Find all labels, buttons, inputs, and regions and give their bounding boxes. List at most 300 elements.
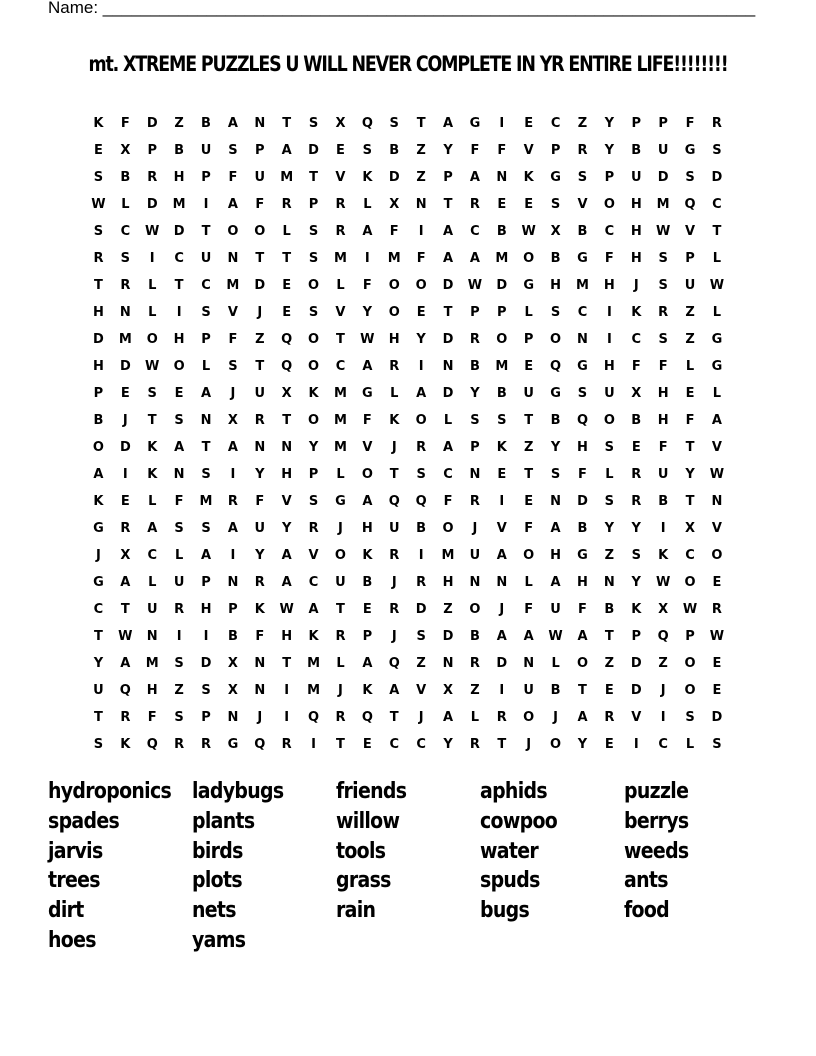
word-list-item: grass <box>336 868 391 894</box>
grid-cell: V <box>496 521 507 536</box>
grid-cell: R <box>174 737 185 752</box>
grid-cell: M <box>441 548 455 563</box>
grid-cell: L <box>121 197 130 212</box>
grid-cell: H <box>173 170 185 185</box>
grid-cell: H <box>93 359 104 374</box>
grid-cell: T <box>389 467 399 482</box>
grid-cell: C <box>174 251 184 266</box>
grid-cell: S <box>658 251 668 266</box>
grid-cell: L <box>712 251 722 266</box>
grid-cell: M <box>307 656 321 671</box>
grid-cell: Z <box>174 683 184 698</box>
grid-cell: Y <box>550 440 561 455</box>
grid-cell: O <box>550 737 562 752</box>
grid-cell: L <box>685 359 695 374</box>
grid-cell: F <box>362 413 372 428</box>
grid-cell: V <box>308 548 319 563</box>
grid-cell: T <box>336 332 345 347</box>
grid-cell: B <box>496 224 507 239</box>
grid-cell: U <box>93 683 104 698</box>
grid-cell: E <box>362 602 372 617</box>
grid-cell: T <box>282 116 292 131</box>
grid-cell: I <box>311 737 316 752</box>
grid-cell: E <box>712 656 722 671</box>
grid-cell: X <box>227 413 238 428</box>
word-list-item: willow <box>336 808 400 834</box>
grid-cell: M <box>333 386 347 401</box>
grid-cell: F <box>470 143 480 158</box>
grid-cell: D <box>442 332 454 347</box>
grid-cell: T <box>255 359 265 374</box>
grid-cell: N <box>119 305 131 320</box>
grid-cell: F <box>255 494 265 509</box>
grid-cell: V <box>416 683 427 698</box>
grid-cell: W <box>91 197 106 212</box>
grid-cell: U <box>523 386 534 401</box>
grid-cell: S <box>658 332 668 347</box>
grid-cell: J <box>660 683 666 698</box>
grid-cell: C <box>550 116 561 131</box>
grid-cell: D <box>308 143 319 158</box>
grid-cell: T <box>443 305 453 320</box>
grid-cell: T <box>120 602 130 617</box>
grid-cell: U <box>173 575 185 590</box>
grid-cell: N <box>415 197 427 212</box>
grid-cell: N <box>496 170 508 185</box>
grid-cell: H <box>173 332 185 347</box>
grid-cell: X <box>281 386 292 401</box>
grid-cell: S <box>416 629 426 644</box>
grid-cell: I <box>203 629 209 644</box>
grid-cell: P <box>685 629 695 644</box>
grid-cell: I <box>499 116 505 131</box>
grid-cell: B <box>362 575 373 590</box>
grid-cell: U <box>550 602 561 617</box>
grid-cell: R <box>201 737 212 752</box>
grid-cell: M <box>307 683 321 698</box>
grid-cell: Y <box>631 575 641 590</box>
grid-cell: F <box>578 467 587 482</box>
grid-cell: B <box>658 494 669 509</box>
grid-cell: N <box>577 332 588 347</box>
grid-cell: A <box>362 224 373 239</box>
grid-cell: S <box>577 170 588 185</box>
grid-cell: F <box>389 224 399 239</box>
grid-cell: R <box>389 548 400 563</box>
grid-cell: Y <box>308 440 319 455</box>
grid-cell: L <box>148 278 157 293</box>
grid-cell: A <box>308 602 319 617</box>
grid-cell: L <box>685 737 695 752</box>
grid-cell: N <box>200 413 212 428</box>
grid-cell: S <box>389 116 399 131</box>
grid-cell: J <box>257 710 263 725</box>
grid-cell: F <box>443 494 453 509</box>
grid-cell: D <box>496 656 508 671</box>
grid-cell: M <box>656 197 670 212</box>
grid-cell: D <box>146 197 158 212</box>
grid-cell: P <box>201 575 211 590</box>
grid-cell: T <box>309 170 318 185</box>
grid-cell: F <box>604 251 614 266</box>
grid-cell: O <box>334 548 346 563</box>
grid-cell: S <box>174 413 184 428</box>
grid-cell: G <box>93 575 104 590</box>
grid-cell: S <box>550 305 561 320</box>
grid-cell: U <box>657 143 669 158</box>
grid-cell: T <box>685 494 695 509</box>
grid-cell: W <box>521 224 536 239</box>
grid-cell: S <box>174 710 184 725</box>
grid-cell: L <box>148 305 157 320</box>
grid-cell: E <box>94 143 103 158</box>
grid-cell: T <box>389 710 399 725</box>
grid-cell: V <box>685 224 696 239</box>
grid-cell: E <box>604 737 614 752</box>
grid-cell: P <box>201 332 211 347</box>
grid-cell: C <box>308 575 319 590</box>
word-list-item: spades <box>48 808 120 834</box>
grid-cell: K <box>254 602 265 617</box>
grid-cell: Y <box>577 737 588 752</box>
grid-cell: W <box>279 602 294 617</box>
grid-cell: D <box>146 116 158 131</box>
grid-cell: V <box>523 143 534 158</box>
grid-cell: X <box>550 224 561 239</box>
grid-cell: L <box>363 197 372 212</box>
grid-cell: R <box>389 602 400 617</box>
grid-cell: T <box>282 251 292 266</box>
grid-cell: O <box>308 413 320 428</box>
grid-cell: F <box>147 710 157 725</box>
grid-cell: S <box>658 278 668 293</box>
grid-cell: E <box>604 683 614 698</box>
grid-cell: X <box>335 116 346 131</box>
grid-cell: Y <box>443 143 453 158</box>
grid-cell: Z <box>416 143 426 158</box>
grid-cell: J <box>633 278 639 293</box>
grid-cell: V <box>362 440 373 455</box>
grid-cell: F <box>631 359 641 374</box>
grid-cell: L <box>390 386 399 401</box>
grid-cell: N <box>711 494 723 509</box>
grid-cell: O <box>173 359 185 374</box>
grid-cell: S <box>120 251 131 266</box>
grid-cell: I <box>660 521 666 536</box>
grid-cell: B <box>496 386 507 401</box>
grid-cell: W <box>655 224 671 239</box>
grid-cell: C <box>335 359 346 374</box>
grid-cell: P <box>308 197 319 212</box>
grid-cell: R <box>93 251 104 266</box>
grid-cell: L <box>524 575 533 590</box>
grid-cell: H <box>577 440 588 455</box>
grid-cell: W <box>709 278 725 293</box>
grid-cell: S <box>362 143 373 158</box>
grid-cell: S <box>712 737 722 752</box>
grid-cell: C <box>470 224 480 239</box>
grid-cell: A <box>227 521 238 536</box>
grid-cell: N <box>254 440 266 455</box>
grid-cell: C <box>416 737 426 752</box>
grid-cell: L <box>336 278 345 293</box>
grid-cell: E <box>497 197 507 212</box>
grid-cell: E <box>524 197 534 212</box>
grid-cell: U <box>200 143 212 158</box>
grid-cell: P <box>470 440 480 455</box>
grid-cell: N <box>254 116 266 131</box>
grid-cell: B <box>93 413 104 428</box>
grid-cell: Q <box>657 629 669 644</box>
grid-cell: W <box>118 629 133 644</box>
grid-cell: F <box>174 494 184 509</box>
grid-cell: D <box>415 602 427 617</box>
grid-cell: U <box>684 278 696 293</box>
grid-cell: W <box>548 629 563 644</box>
grid-cell: O <box>361 467 373 482</box>
grid-cell: D <box>119 359 131 374</box>
grid-cell: P <box>685 251 695 266</box>
grid-cell: M <box>333 251 347 266</box>
grid-cell: N <box>442 656 454 671</box>
grid-cell: T <box>282 413 292 428</box>
grid-cell: Z <box>604 548 615 563</box>
grid-cell: Q <box>254 737 266 752</box>
grid-cell: F <box>228 170 238 185</box>
grid-cell: V <box>711 521 722 536</box>
grid-cell: D <box>442 386 454 401</box>
grid-cell: U <box>146 602 158 617</box>
grid-cell: C <box>685 548 695 563</box>
grid-cell: G <box>523 278 535 293</box>
grid-cell: J <box>230 386 236 401</box>
grid-cell: J <box>122 413 128 428</box>
grid-cell: K <box>120 737 131 752</box>
grid-cell: S <box>604 440 615 455</box>
grid-cell: O <box>684 656 696 671</box>
grid-cell: D <box>388 170 400 185</box>
grid-cell: N <box>227 575 239 590</box>
grid-cell: R <box>416 575 427 590</box>
grid-cell: C <box>443 467 453 482</box>
grid-cell: O <box>711 548 723 563</box>
letter-grid <box>85 114 730 762</box>
grid-cell: R <box>335 629 346 644</box>
grid-cell: K <box>93 116 104 131</box>
grid-cell: M <box>495 359 509 374</box>
grid-cell: P <box>443 170 453 185</box>
grid-cell: P <box>308 467 319 482</box>
grid-cell: H <box>442 575 454 590</box>
grid-cell: D <box>200 656 212 671</box>
grid-cell: Y <box>631 521 641 536</box>
grid-cell: G <box>362 386 373 401</box>
grid-cell: J <box>338 521 343 536</box>
grid-cell: G <box>684 143 696 158</box>
grid-cell: P <box>362 629 373 644</box>
word-list-item: jarvis <box>48 838 103 864</box>
grid-cell: Q <box>361 116 373 131</box>
grid-cell: G <box>577 251 588 266</box>
grid-cell: U <box>335 575 346 590</box>
grid-cell: Q <box>388 494 400 509</box>
grid-cell: B <box>604 602 615 617</box>
grid-cell: T <box>443 197 453 212</box>
grid-cell: B <box>469 629 480 644</box>
grid-cell: B <box>577 521 588 536</box>
grid-cell: C <box>147 548 157 563</box>
grid-cell: R <box>335 224 346 239</box>
grid-cell: F <box>524 521 534 536</box>
grid-cell: R <box>496 710 507 725</box>
grid-cell: B <box>550 413 561 428</box>
grid-cell: E <box>282 305 292 320</box>
grid-cell: O <box>415 278 427 293</box>
word-list-item: plots <box>192 868 242 894</box>
grid-cell: R <box>174 602 185 617</box>
grid-cell: S <box>308 305 319 320</box>
grid-cell: K <box>308 386 319 401</box>
grid-cell: H <box>630 197 642 212</box>
grid-cell: H <box>630 224 642 239</box>
grid-cell: R <box>658 305 669 320</box>
grid-cell: F <box>497 143 507 158</box>
grid-cell: I <box>606 305 612 320</box>
grid-cell: D <box>711 710 723 725</box>
grid-cell: N <box>469 467 481 482</box>
grid-cell: K <box>147 467 158 482</box>
grid-cell: S <box>93 224 104 239</box>
grid-cell: Q <box>281 332 293 347</box>
grid-cell: O <box>92 440 104 455</box>
grid-cell: C <box>577 305 588 320</box>
grid-cell: C <box>712 197 722 212</box>
grid-cell: J <box>257 305 263 320</box>
grid-cell: R <box>227 494 238 509</box>
grid-cell: Z <box>470 683 480 698</box>
grid-cell: J <box>391 575 397 590</box>
grid-cell: G <box>550 386 561 401</box>
grid-cell: H <box>603 359 615 374</box>
grid-cell: A <box>496 548 507 563</box>
grid-cell: N <box>227 710 239 725</box>
grid-cell: X <box>120 143 131 158</box>
grid-cell: S <box>174 521 184 536</box>
grid-cell: S <box>497 413 507 428</box>
grid-cell: T <box>94 710 103 725</box>
grid-cell: V <box>577 197 588 212</box>
grid-cell: L <box>443 413 453 428</box>
grid-cell: N <box>281 440 293 455</box>
grid-cell: Y <box>604 116 615 131</box>
grid-cell: I <box>418 224 424 239</box>
grid-cell: W <box>709 629 725 644</box>
grid-cell: Q <box>415 494 427 509</box>
grid-cell: Q <box>550 359 562 374</box>
grid-cell: A <box>469 170 480 185</box>
word-list-item: plants <box>192 808 255 834</box>
grid-cell: P <box>470 305 480 320</box>
grid-cell: S <box>685 170 695 185</box>
grid-cell: F <box>120 116 130 131</box>
grid-cell: S <box>201 467 211 482</box>
grid-cell: S <box>577 386 588 401</box>
grid-cell: Y <box>416 332 426 347</box>
grid-cell: H <box>93 305 104 320</box>
grid-cell: Z <box>685 305 695 320</box>
grid-cell: Z <box>604 656 615 671</box>
grid-cell: M <box>280 170 294 185</box>
grid-cell: K <box>523 170 534 185</box>
grid-cell: W <box>682 602 698 617</box>
grid-cell: J <box>553 710 558 725</box>
grid-cell: R <box>281 197 292 212</box>
grid-cell: U <box>657 467 669 482</box>
grid-cell: C <box>658 737 668 752</box>
word-list <box>48 778 768 957</box>
grid-cell: E <box>524 359 534 374</box>
grid-cell: Z <box>658 656 668 671</box>
grid-cell: Q <box>361 710 373 725</box>
grid-cell: E <box>631 440 641 455</box>
grid-cell: A <box>200 386 212 401</box>
grid-cell: H <box>388 332 400 347</box>
grid-cell: A <box>362 494 373 509</box>
grid-cell: Z <box>416 170 426 185</box>
grid-cell: Z <box>685 332 695 347</box>
grid-cell: A <box>227 197 238 212</box>
grid-cell: B <box>227 629 238 644</box>
grid-cell: O <box>146 332 158 347</box>
grid-cell: H <box>630 251 642 266</box>
grid-cell: L <box>174 548 184 563</box>
grid-cell: H <box>361 521 373 536</box>
grid-cell: U <box>469 548 481 563</box>
grid-cell: I <box>364 251 370 266</box>
grid-cell: O <box>308 278 320 293</box>
word-list-item: nets <box>192 898 236 924</box>
grid-cell: G <box>469 116 481 131</box>
grid-cell: R <box>335 197 346 212</box>
grid-cell: A <box>120 575 131 590</box>
grid-cell: T <box>604 629 614 644</box>
grid-cell: T <box>147 413 157 428</box>
grid-cell: I <box>418 359 424 374</box>
grid-cell: O <box>308 332 320 347</box>
word-list-item: weeds <box>624 838 689 864</box>
grid-cell: E <box>712 575 722 590</box>
grid-cell: A <box>577 710 588 725</box>
grid-cell: C <box>389 737 400 752</box>
grid-cell: K <box>389 413 400 428</box>
grid-cell: J <box>96 548 101 563</box>
grid-cell: F <box>685 116 695 131</box>
grid-cell: Z <box>416 656 426 671</box>
grid-cell: D <box>496 278 508 293</box>
grid-cell: M <box>387 251 401 266</box>
grid-cell: T <box>94 629 103 644</box>
grid-cell: A <box>550 521 561 536</box>
grid-cell: Y <box>255 467 265 482</box>
grid-cell: B <box>469 359 480 374</box>
word-list-item: bugs <box>480 898 530 924</box>
grid-cell: N <box>442 359 454 374</box>
grid-cell: M <box>226 278 240 293</box>
grid-cell: K <box>658 548 669 563</box>
grid-cell: A <box>496 629 507 644</box>
grid-cell: R <box>711 116 722 131</box>
grid-cell: I <box>499 683 505 698</box>
